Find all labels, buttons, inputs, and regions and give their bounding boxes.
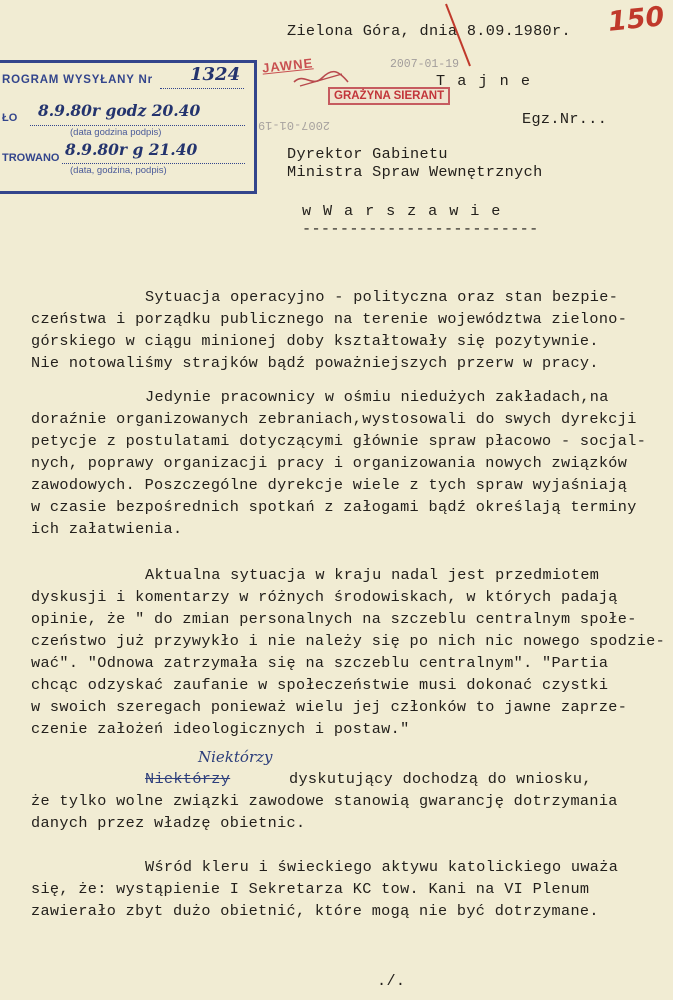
page-number: 150 <box>606 1 666 38</box>
p4-line: danych przez władzę obietnic. <box>31 814 306 832</box>
p3-line: w swoich szeregach ponieważ wielu jej członków to jawne zaprze- <box>31 698 628 716</box>
p1-line: Nie notowaliśmy strajków bądź poważniejszych przerw w pracy. <box>31 354 599 372</box>
continuation-mark: ./. <box>377 972 406 990</box>
stamp-row1-label: ROGRAM WYSYŁANY Nr <box>2 74 153 86</box>
p3-line: czeństwo już przywykło i nie należy się po nich nic nowego spodzie- <box>31 632 666 650</box>
p3-line: dyskusji i komentarzy w różnych środowiskach, w których padają <box>31 588 618 606</box>
jawne-stamp: JAWNE <box>261 55 314 76</box>
p2-line: doraźnie organizowanych zebraniach,wystosowali do swych dyrekcji <box>31 410 637 428</box>
p2-line: nych, poprawy organizacji pracy i organizowania nowych związków <box>31 454 628 472</box>
stamp-dotline-2 <box>30 125 245 126</box>
p4-line: dyskutujący dochodzą do wniosku, <box>289 770 592 788</box>
p2-line: w czasie bezpośrednich spotkań z załogami bądź określają terminy <box>31 498 637 516</box>
stamp-row1-value: 1324 <box>190 64 241 85</box>
name-stamp: GRAŻYNA SIERANT <box>328 87 450 105</box>
p3-line: czenie założeń ideologicznych i postaw." <box>31 720 410 738</box>
p1-line: czeństwa i porządku publicznego na terenie województwa zielono- <box>31 310 628 328</box>
p5-line: zawierało zbyt dużo obietnić, które mogą nie być dotrzymane. <box>31 902 599 920</box>
struck-word: Niektórzy <box>145 770 231 788</box>
p2-line: ich załatwienia. <box>31 520 183 538</box>
classification: T a j n e <box>436 72 532 90</box>
copy-number: Egz.Nr... <box>522 110 608 128</box>
addressee-underline: ------------------------- <box>302 220 539 238</box>
date-stamp-rotated: 2007-01-19 <box>258 118 331 132</box>
stamp-dotline-3 <box>62 163 245 164</box>
p1-line: górskiego w ciągu minionej doby kształtowały się pozytywnie. <box>31 332 599 350</box>
p1-line: Sytuacja operacyjno - polityczna oraz stan bezpie- <box>145 288 619 306</box>
stamp-row2-value: 8.9.80r godz 20.40 <box>38 101 201 120</box>
p2-line: petycje z postulatami dotyczącymi głównie spraw płacowo - socjal- <box>31 432 647 450</box>
p2-line: zawodowych. Poszczególne dyrekcje wiele z tych spraw wyjaśniają <box>31 476 628 494</box>
p3-line: Aktualna sytuacja w kraju nadal jest przedmiotem <box>145 566 600 584</box>
addressee-line1: Dyrektor Gabinetu <box>287 145 448 163</box>
handwritten-correction: Niektórzy <box>198 748 273 766</box>
pen-stroke <box>440 2 480 68</box>
date-stamp-top: 2007-01-19 <box>390 58 460 71</box>
stamp-row3-value: 8.9.80r g 21.40 <box>65 140 198 159</box>
p4-line: że tylko wolne związki zawodowe stanowią gwarancję dotrzymania <box>31 792 618 810</box>
stamp-row2-caption: (data godzina podpis) <box>70 127 162 138</box>
addressee-city: w W a r s z a w i e <box>302 202 502 220</box>
stamp-dotline-1 <box>160 88 244 89</box>
p5-line: się, że: wystąpienie I Sekretarza KC tow. Kani na VI Plenum <box>31 880 590 898</box>
stamp-row3-caption: (data, godzina, podpis) <box>70 165 167 176</box>
p3-line: chcąc odzyskać zaufanie w społeczeństwie musi dokonać czystki <box>31 676 609 694</box>
place-date: Zielona Góra, dnia 8.09.1980r. <box>287 22 571 40</box>
stamp-row2-label: ŁO <box>2 112 18 124</box>
addressee-line2: Ministra Spraw Wewnętrznych <box>287 163 543 181</box>
p3-line: opinie, że " do zmian personalnych na szczeblu centralnym społe- <box>31 610 637 628</box>
p5-line: Wśród kleru i świeckiego aktywu katolickiego uważa <box>145 858 619 876</box>
p3-line: wać". "Odnowa zatrzymała się na szczeblu centralnym". "Partia <box>31 654 609 672</box>
p2-line: Jedynie pracownicy w ośmiu niedużych zakładach,na <box>145 388 609 406</box>
stamp-row3-label: TROWANO <box>2 152 60 164</box>
